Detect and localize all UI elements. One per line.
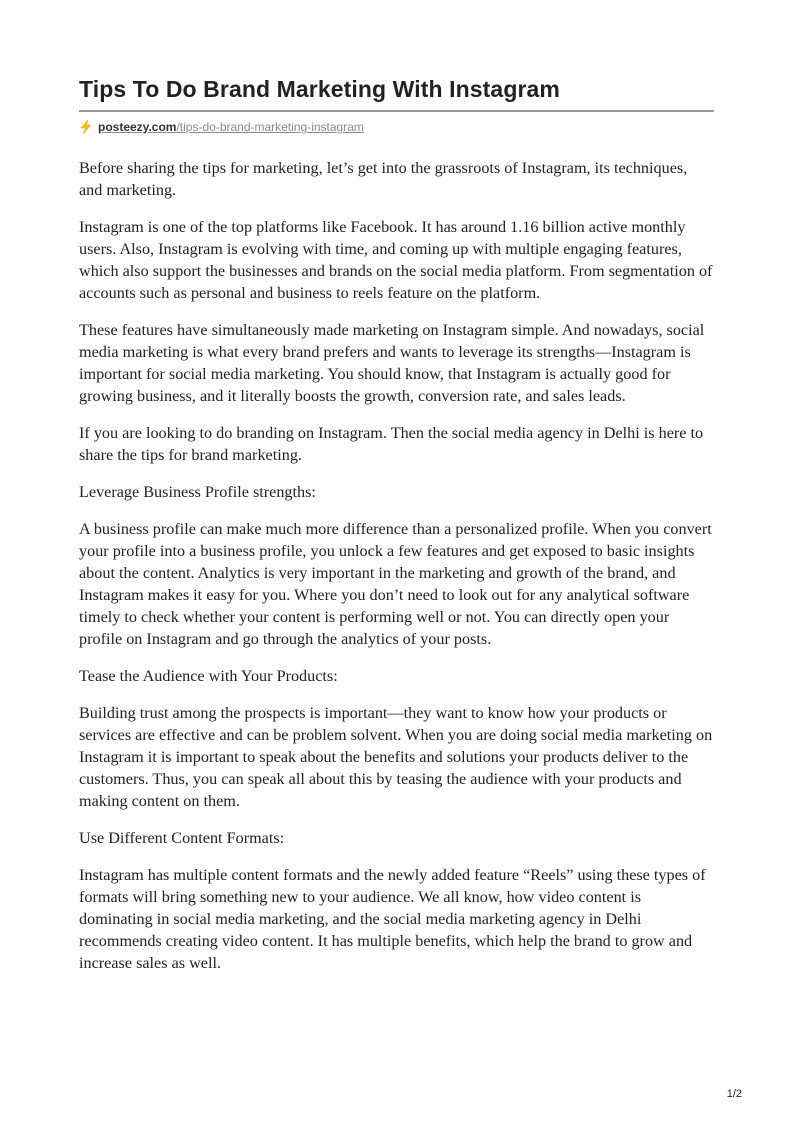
source-domain: posteezy.com (98, 120, 177, 134)
article-body (79, 157, 714, 974)
source-path: /tips-do-brand-marketing-instagram (176, 120, 364, 134)
lightning-icon (79, 120, 93, 134)
paragraph: Instagram is one of the top platforms like Facebook. It has around 1.16 billion active monthly users. Also, Instagram is evolving with time, and coming up with multiple engaging features, which also support the businesses and brands on the social media platform. From segmentation of accounts such as personal and business to reels feature on the platform. (79, 218, 713, 302)
paragraph: A business profile can make much more difference than a personalized profile. When you convert your profile into a business profile, you unlock a few features and get exposed to basic insights about the content. Analytics is very important in the marketing and growth of the brand, and Instagram makes it easy for you. Where you don’t need to look out for any analytical software timely to check whether your content is performing well or not. You can directly open your profile on Instagram and go through the analytics of your posts. (79, 520, 712, 648)
source-line (79, 119, 714, 135)
page-number: 1/2 (726, 1088, 742, 1100)
paragraph: These features have simultaneously made marketing on Instagram simple. And nowadays, social media marketing is what every brand prefers and wants to leverage its strengths—Instagram is important for social media marketing. You should know, that Instagram is actually good for growing business, and it literally boosts the growth, conversion rate, and sales leads. (79, 321, 705, 405)
source-link[interactable] (98, 119, 364, 135)
section-heading: Use Different Content Formats: (79, 829, 285, 847)
section-heading: Tease the Audience with Your Products: (79, 667, 338, 685)
article-title: Tips To Do Brand Marketing With Instagram (79, 76, 560, 102)
paragraph: Before sharing the tips for marketing, let’s get into the grassroots of Instagram, its techniques, and marketing. (79, 159, 688, 199)
paragraph: If you are looking to do branding on Instagram. Then the social media agency in Delhi is here to share the tips for brand marketing. (79, 424, 704, 464)
document-page (79, 74, 714, 989)
section-heading: Leverage Business Profile strengths: (79, 483, 316, 501)
paragraph: Instagram has multiple content formats and the newly added feature “Reels” using these types of formats will bring something new to your audience. We all know, how video content is dominating in social media marketing, and the social media marketing agency in Delhi recommends creating video content. It has multiple benefits, which help the brand to grow and increase sales as well. (79, 866, 706, 972)
paragraph: Building trust among the prospects is important—they want to know how your products or services are effective and can be problem solvent. When you are doing social media marketing on Instagram it is important to speak about the benefits and solutions your products deliver to the customers. Thus, you can speak all about this by teasing the audience with your products and making content on them. (79, 704, 713, 810)
title-divider (79, 110, 714, 112)
